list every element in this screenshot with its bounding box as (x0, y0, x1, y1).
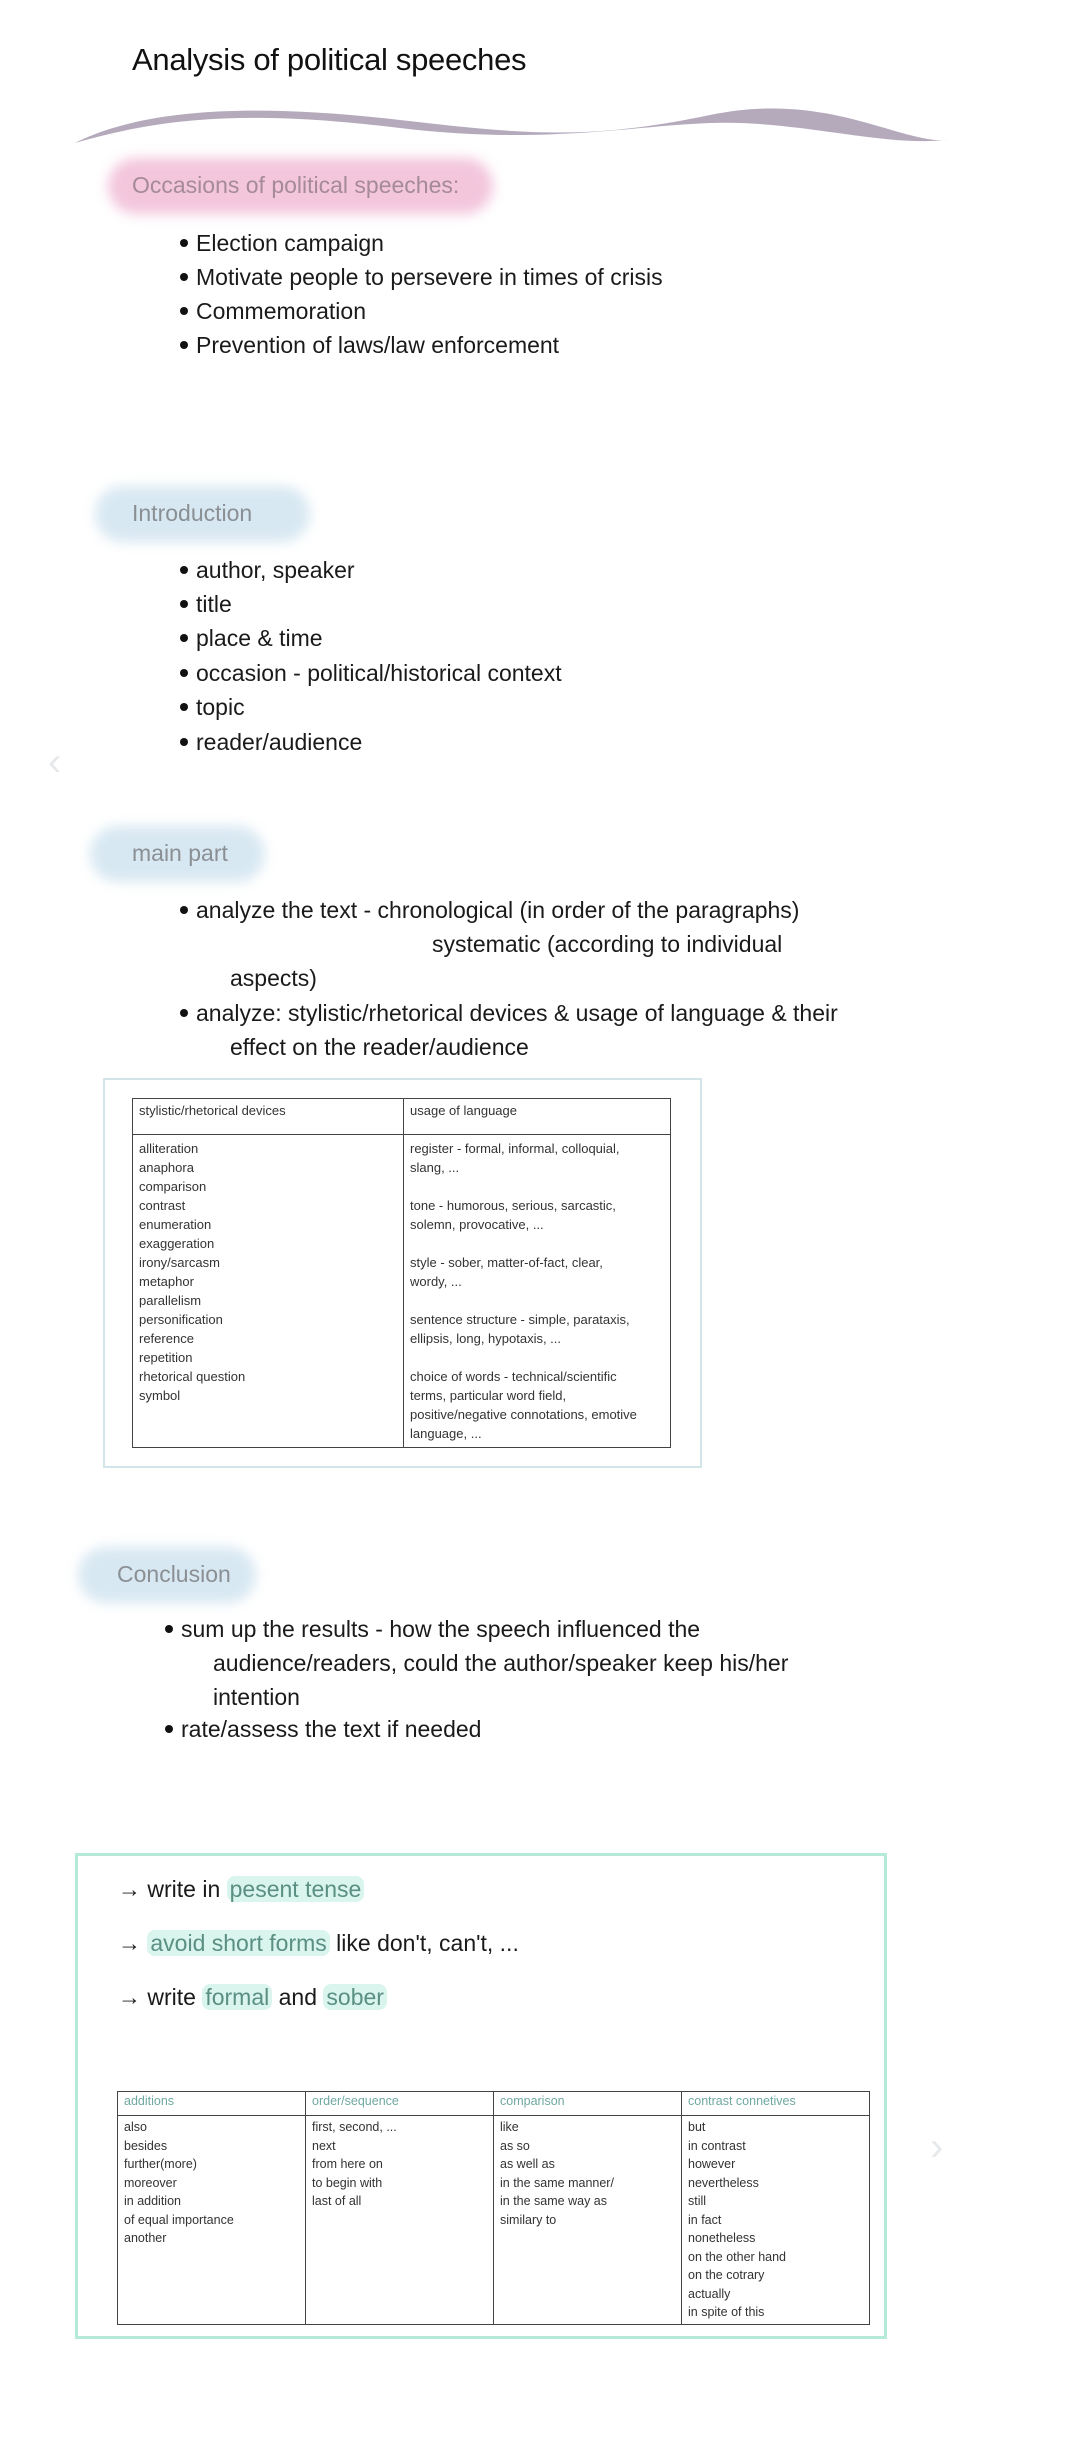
table-cell-line: of equal importance (124, 2212, 234, 2227)
list-item: Motivate people to persevere in times of crisis (180, 264, 663, 291)
table-cell-line: as well as (500, 2157, 555, 2171)
connectives-table (117, 2091, 870, 2325)
devices-column (133, 1135, 404, 1448)
list-item: occasion - political/historical context (180, 660, 562, 687)
table-cell-line: language, ... (410, 1426, 482, 1441)
table-cell-line: solemn, provocative, ... (410, 1217, 544, 1232)
table-cell-line: register - formal, informal, colloquial, (410, 1141, 620, 1156)
tip-present-tense: → write in pesent tense (118, 1876, 364, 1903)
table-cell-line: comparison (139, 1179, 207, 1194)
table-cell-line (410, 1348, 664, 1367)
bullet-icon (165, 1725, 173, 1733)
bullet-icon (180, 906, 188, 914)
section-label-occasions: Occasions of political speeches: (132, 172, 460, 198)
table-cell-line: reference (139, 1331, 194, 1346)
devices-table (132, 1098, 671, 1448)
list-item: Election campaign (180, 230, 384, 257)
connectives-column (118, 2116, 306, 2325)
table-cell-line (410, 1291, 664, 1310)
list-item-continuation: aspects) (230, 965, 317, 991)
list-item-continuation: effect on the reader/audience (230, 1034, 529, 1060)
table-cell-line: irony/sarcasm (139, 1255, 220, 1270)
table-cell-line: rhetorical question (139, 1369, 246, 1384)
table-cell-line: first, second, ... (312, 2120, 397, 2134)
decorative-wave (70, 95, 960, 155)
table-cell-line: nonetheless (688, 2231, 756, 2245)
table-cell-line: symbol (139, 1388, 181, 1403)
table-cell-line: wordy, ... (410, 1274, 462, 1289)
table-cell-line: actually (688, 2286, 731, 2301)
section-label-introduction: Introduction (132, 500, 253, 526)
table-cell-line: another (124, 2231, 167, 2245)
table-cell-line: in the same way as (500, 2194, 607, 2208)
table-cell-line: repetition (139, 1350, 193, 1365)
table-cell-line: besides (124, 2138, 168, 2153)
table-cell-line: metaphor (139, 1274, 194, 1289)
table-cell-line: further(more) (124, 2157, 197, 2171)
table-header: contrast connetives (682, 2092, 870, 2116)
table-cell-line: ellipsis, long, hypotaxis, ... (410, 1331, 562, 1346)
table-cell-line: in addition (124, 2194, 181, 2208)
table-cell-line: enumeration (139, 1217, 212, 1232)
list-item: author, speaker (180, 557, 355, 584)
next-page-chevron-icon[interactable]: › (930, 2125, 944, 2169)
section-label-main-part: main part (132, 840, 228, 866)
table-cell-line: choice of words - technical/scientific (410, 1369, 617, 1384)
list-item-continuation: audience/readers, could the author/speaker keep his/her (213, 1650, 789, 1676)
table-cell-line: still (688, 2194, 707, 2208)
table-cell-line: in fact (688, 2212, 722, 2227)
bullet-icon (180, 341, 188, 349)
table-cell-line: from here on (312, 2157, 383, 2171)
bullet-icon (180, 307, 188, 315)
table-cell-line: on the cotrary (688, 2268, 765, 2282)
list-item: sum up the results - how the speech influenced the (165, 1616, 700, 1643)
table-cell-line: exaggeration (139, 1236, 215, 1251)
table-cell-line: next (312, 2138, 336, 2153)
previous-page-chevron-icon[interactable]: ‹ (48, 740, 62, 784)
bullet-icon (180, 600, 188, 608)
table-cell-line: sentence structure - simple, parataxis, (410, 1312, 630, 1327)
table-cell-line: nevertheless (688, 2175, 759, 2190)
table-cell-line: style - sober, matter-of-fact, clear, (410, 1255, 603, 1270)
list-item: reader/audience (180, 729, 362, 756)
table-cell-line: to begin with (312, 2175, 383, 2190)
table-header: additions (118, 2092, 306, 2116)
bullet-icon (180, 634, 188, 642)
table-cell-line: like (500, 2120, 519, 2134)
tip-short-forms: → avoid short forms like don't, can't, ... (118, 1930, 519, 1956)
list-item: topic (180, 694, 245, 721)
list-item: rate/assess the text if needed (165, 1716, 481, 1743)
table-cell-line: alliteration (139, 1141, 199, 1156)
table-cell-line: but (688, 2120, 706, 2134)
list-item: Prevention of laws/law enforcement (180, 332, 559, 359)
table-cell-line: in spite of this (688, 2305, 765, 2319)
page-title: Analysis of political speeches (132, 42, 527, 77)
table-header: comparison (494, 2092, 682, 2116)
bullet-icon (180, 273, 188, 281)
table-cell-line: slang, ... (410, 1160, 460, 1175)
list-item: analyze the text - chronological (in order of the paragraphs) (180, 897, 799, 924)
table-cell-line: anaphora (139, 1160, 194, 1175)
list-item-continuation: intention (213, 1684, 300, 1710)
table-cell-line: as so (500, 2138, 530, 2153)
usage-column (404, 1135, 671, 1448)
table-cell-line: also (124, 2120, 147, 2134)
table-cell-line: contrast (139, 1198, 186, 1213)
bullet-icon (180, 566, 188, 574)
list-item: place & time (180, 625, 323, 652)
section-label-conclusion: Conclusion (117, 1561, 231, 1587)
table-cell-line: terms, particular word field, (410, 1388, 567, 1403)
list-item-continuation: systematic (according to individual (432, 931, 783, 957)
bullet-icon (180, 239, 188, 247)
table-cell-line: tone - humorous, serious, sarcastic, (410, 1198, 616, 1213)
list-item: Commemoration (180, 298, 366, 325)
table-header: usage of language (404, 1099, 671, 1135)
list-item: title (180, 591, 232, 618)
table-cell-line: parallelism (139, 1293, 202, 1308)
arrow-icon: → (118, 1984, 141, 2010)
bullet-icon (180, 669, 188, 677)
table-cell-line: moreover (124, 2175, 177, 2190)
table-header: order/sequence (306, 2092, 494, 2116)
table-cell-line: on the other hand (688, 2249, 786, 2264)
table-cell-line (410, 1234, 664, 1253)
table-cell-line: personification (139, 1312, 223, 1327)
table-cell-line: similary to (500, 2212, 557, 2227)
connectives-column (494, 2116, 682, 2325)
arrow-icon: → (118, 1876, 141, 1902)
table-cell-line (410, 1177, 664, 1196)
connectives-column (682, 2116, 870, 2325)
bullet-icon (180, 1009, 188, 1017)
tip-formal-sober: → write formal and sober (118, 1984, 387, 2011)
arrow-icon: → (118, 1930, 141, 1956)
bullet-icon (165, 1625, 173, 1633)
bullet-icon (180, 703, 188, 711)
connectives-column (306, 2116, 494, 2325)
table-cell-line: last of all (312, 2194, 362, 2208)
bullet-icon (180, 738, 188, 746)
table-cell-line: in contrast (688, 2138, 746, 2153)
table-cell-line: in the same manner/ (500, 2175, 614, 2190)
table-header: stylistic/rhetorical devices (133, 1099, 404, 1135)
list-item: analyze: stylistic/rhetorical devices & usage of language & their (180, 1000, 838, 1027)
table-cell-line: positive/negative connotations, emotive (410, 1407, 637, 1422)
table-cell-line: however (688, 2157, 736, 2171)
